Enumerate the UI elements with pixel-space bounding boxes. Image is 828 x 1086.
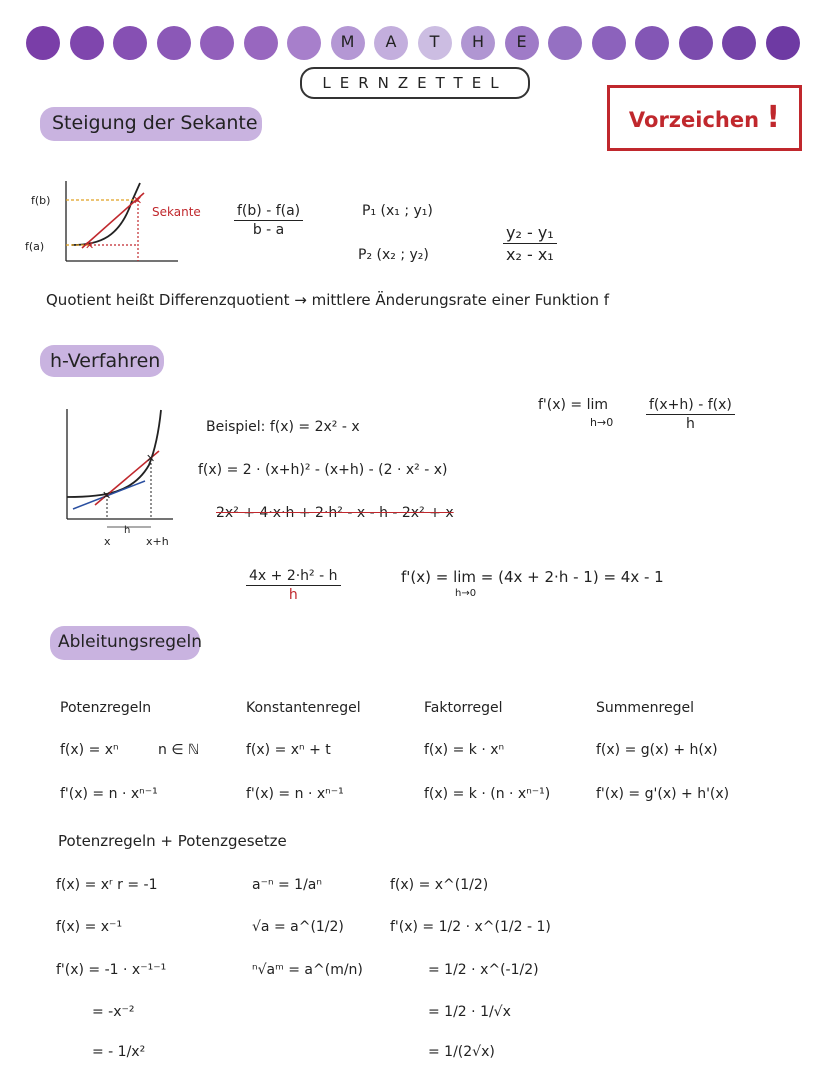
header-dot <box>722 26 756 60</box>
title-letter: M <box>340 32 355 51</box>
header-dot <box>331 26 365 60</box>
limit-subscript: h→0 <box>590 416 614 429</box>
simplification-line: 2x² + 4·x·h + 2·h² - x - h - 2x² + x <box>216 505 454 521</box>
fraction-numerator: f(b) - f(a) <box>234 203 303 221</box>
title-letter: A <box>385 32 397 51</box>
simplified-fraction <box>246 568 341 603</box>
header-dot <box>157 26 191 60</box>
header-dot <box>113 26 147 60</box>
header-dot <box>548 26 582 60</box>
header-dot <box>70 26 104 60</box>
graph-label-xh: x+h <box>146 535 169 548</box>
point-p1: P₁ (x₁ ; y₁) <box>362 203 433 219</box>
simplified-numerator: 4x + 2·h² - h <box>246 568 341 586</box>
subtitle-banner: LERNZETTEL <box>300 67 530 99</box>
rule-name: Konstantenregel <box>246 700 361 716</box>
header-dot <box>505 26 539 60</box>
subsection-title: Potenzregeln + Potenzgesetze <box>58 832 287 850</box>
col1-line: = -x⁻² <box>92 1004 135 1020</box>
limit-lhs: f'(x) = lim <box>538 397 609 413</box>
col3-line: f(x) = x^(1/2) <box>390 877 489 893</box>
section-title-h-verfahren: h-Verfahren <box>50 350 161 372</box>
graph-label-h: h <box>124 525 131 536</box>
rule-name: Potenzregeln <box>60 700 152 716</box>
header-dot-row <box>26 26 806 62</box>
header-dot <box>635 26 669 60</box>
col3-line: f'(x) = 1/2 · x^(1/2 - 1) <box>390 919 551 935</box>
header-dot <box>200 26 234 60</box>
header-dot <box>374 26 408 60</box>
header-dot <box>592 26 626 60</box>
example-function: Beispiel: f(x) = 2x² - x <box>206 419 360 435</box>
rule-fp: f(x) = k · (n · xⁿ⁻¹) <box>424 786 551 802</box>
warning-label: Vorzeichen <box>628 108 760 132</box>
col3-line: = 1/(2√x) <box>428 1044 495 1060</box>
h-method-graph <box>55 405 185 535</box>
slope-denominator: x₂ - x₁ <box>506 245 554 264</box>
difference-quotient-fraction <box>234 203 303 238</box>
header-dot <box>766 26 800 60</box>
header-dot <box>679 26 713 60</box>
col2-line: a⁻ⁿ = 1/aⁿ <box>252 877 322 893</box>
rule-fp: f'(x) = n · xⁿ⁻¹ <box>60 786 158 802</box>
rule-fp: f'(x) = g'(x) + h'(x) <box>596 786 730 802</box>
title-letter: T <box>429 32 440 51</box>
col1-line: f(x) = xʳ r = -1 <box>56 877 158 893</box>
col1-line: f'(x) = -1 · x⁻¹⁻¹ <box>56 962 167 978</box>
col1-line: f(x) = x⁻¹ <box>56 919 123 935</box>
graph-label-fa: f(a) <box>25 240 45 253</box>
exclamation-icon: ! <box>766 100 781 135</box>
rule-f: f(x) = k · xⁿ <box>424 742 505 758</box>
header-dot <box>287 26 321 60</box>
point-p2: P₂ (x₂ ; y₂) <box>358 247 429 263</box>
limit-result: f'(x) = lim = (4x + 2·h - 1) = 4x - 1 <box>401 568 664 586</box>
slope-numerator: y₂ - y₁ <box>503 223 557 244</box>
graph-label-sekante: Sekante <box>152 205 201 219</box>
header-dot <box>418 26 452 60</box>
section-title-ableitungsregeln: Ableitungsregeln <box>58 632 203 652</box>
rule-f: f(x) = xⁿ <box>60 742 119 758</box>
col2-line: ⁿ√aᵐ = a^(m/n) <box>252 962 363 978</box>
limit-fraction <box>646 397 735 432</box>
point-x-mark: ✕ <box>102 489 112 502</box>
rule-f: f(x) = xⁿ + t <box>246 742 331 758</box>
graph-label-fb: f(b) <box>31 194 51 207</box>
limit-denominator: h <box>685 416 695 432</box>
rule-extra: n ∈ ℕ <box>158 742 200 758</box>
rule-name: Faktorregel <box>424 700 503 716</box>
point-a-mark: ✕ <box>85 239 95 252</box>
warning-box <box>607 85 802 151</box>
limit-numerator: f(x+h) - f(x) <box>646 397 735 415</box>
point-b-mark: ✕ <box>133 194 143 207</box>
col3-line: = 1/2 · 1/√x <box>428 1004 511 1020</box>
fraction-denominator: b - a <box>252 222 285 238</box>
point-xh-mark: ✕ <box>146 452 156 465</box>
rule-f: f(x) = g(x) + h(x) <box>596 742 718 758</box>
rule-fp: f'(x) = n · xⁿ⁻¹ <box>246 786 344 802</box>
secant-graph <box>20 175 220 275</box>
header-dot <box>26 26 60 60</box>
col2-line: √a = a^(1/2) <box>252 919 344 935</box>
title-letter: E <box>516 32 527 51</box>
expansion-line: f(x) = 2 · (x+h)² - (x+h) - (2 · x² - x) <box>198 462 448 478</box>
rule-name: Summenregel <box>596 700 694 716</box>
graph-curve <box>72 183 143 245</box>
simplified-denominator: h <box>288 587 298 603</box>
col3-line: = 1/2 · x^(-1/2) <box>428 962 539 978</box>
quotient-sentence: Quotient heißt Differenzquotient → mittlere Änderungsrate einer Funktion f <box>46 291 610 309</box>
result-subscript: h→0 <box>455 588 477 599</box>
col1-line: = - 1/x² <box>92 1044 146 1060</box>
section-title-sekante: Steigung der Sekante <box>52 112 258 134</box>
header-dot <box>461 26 495 60</box>
header-dot <box>244 26 278 60</box>
title-letter: H <box>471 32 485 51</box>
graph-label-x: x <box>104 535 111 548</box>
slope-fraction <box>503 223 557 264</box>
